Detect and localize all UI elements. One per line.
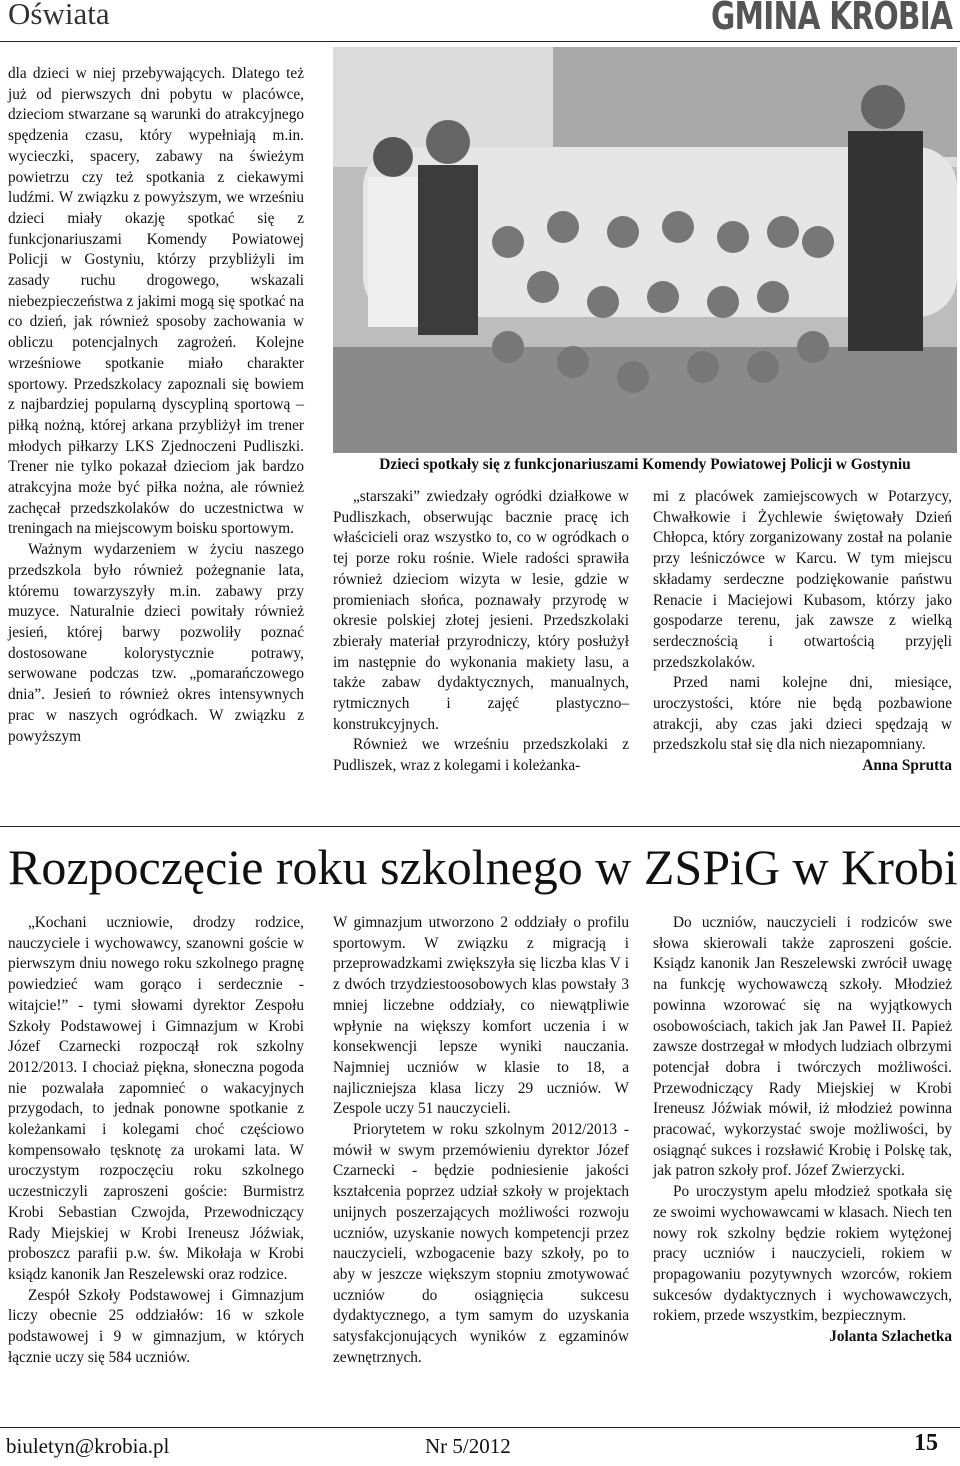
article2-column-3: [653, 913, 952, 1348]
author-signature: Jolanta Szlachetka: [829, 1328, 952, 1346]
article2-headline: Rozpoczęcie roku szkolnego w ZSPiG w Krobi: [8, 839, 958, 895]
footer-issue: Nr 5/2012: [425, 1434, 511, 1458]
article2-column-2: [333, 913, 629, 1368]
section-title: Oświata: [8, 0, 110, 31]
footer-email: biuletyn@krobia.pl: [6, 1434, 170, 1458]
paragraph: Ważnym wydarzeniem w życiu naszego przedszkola było również pożegnanie lata, któremu towarzyszyły m.in. zabawy przy muzyce. Naturalnie dzieci powitały również jesień, której barwy pozwoliły poznać dostosowane kolorystycznie potrawy, serwowane podczas tzw. „pomarańczowego dnia”. Jesień to również okres intensywnych prac w naszych ogródkach. W związku z powyższym: [8, 541, 304, 745]
paragraph: Priorytetem w roku szkolnym 2012/2013 - mówił w swym przemówieniu dyrektor Józef Czarnecki - będzie podniesienie jakości kształcenia poprzez udział szkoły w projektach unijnych poszerzających możliwości rozwoju uczniów, uzyskanie nowych kompetencji przez nauczycieli, wzbogacenie bazy szkoły, po to aby w jeszcze większym stopniu zmotywować uczniów do osiągnięcia sukcesu dydaktycznego, a tym samym do uzyskania satysfakcjonujących wyników z egzaminów zewnętrznych.: [333, 1121, 629, 1366]
paragraph: W gimnazjum utworzono 2 oddziały o profilu sportowym. W związku z migracją i przeprowadzkami zwiększyła się liczba klas V i z dwóch trzydziestoosobowych klas powstały 3 mniej liczebne oddziały, co niewątpliwie wpłynie na większy komfort uczenia i w konsekwencji lepsze wyniki nauczania. Najmniej uczniów w klasie to 18, a najliczniejsza klasa liczy 29 uczniów. W Zespole uczy 51 nauczycieli.: [333, 914, 629, 1118]
paragraph: Również we wrześniu przedszkolaki z Pudliszek, wraz z kolegami i koleżanka-: [333, 736, 629, 775]
article1-column-2: [333, 487, 629, 777]
paragraph: dla dzieci w niej przebywających. Dlatego też już od pierwszych dni pobytu w placówce, dzieciom stwarzane są warunki do atrakcyjnego spędzenia czasu, który wypełniają m.in. wycieczki, spacery, zabawy na świeżym powietrzu czy też spotkania z ciekawymi ludźmi. W związku z powyższym, we wrześniu dzieci miały okazję spotkać się z funkcjonariuszami Komendy Powiatowej Policji w Gostyniu, którzy przybliżyli im zasady ruchu drogowego, wskazali niebezpieczeństwa z jakimi mogą się spotkać na co dzień, jak również sposoby zachowania w obliczu potencjalnych zagrożeń. Kolejne wrześniowe spotkanie miało charakter sportowy. Przedszkolacy zapoznali się bowiem z najbardziej popularną dyscypliną sportową – piłką nożną, której arkana przybliżył im trener młodych piłkarzy LKS Zjednoczeni Pudliszki. Trener nie tylko pokazał dzieciom jak bardzo atrakcyjna może być piłka nożna, ale również zachęcał przedszkolaków do uczestnictwa w treningach na miejscowym boisku sportowym.: [8, 65, 304, 538]
paragraph: Zespół Szkoły Podstawowej i Gimnazjum liczy obecnie 25 oddziałów: 16 w szkole podstawowej i 9 w gimnazjum, w których łącznie uczy się 584 uczniów.: [8, 1286, 304, 1366]
paragraph: „Kochani uczniowie, drodzy rodzice, nauczyciele i wychowawcy, szanowni goście w pierwszym dniu nowego roku szkolnego pragnę powiedzieć wam gorąco i serdecznie - witajcie!” - tymi słowami dyrektor Zespołu Szkoły Podstawowej i Gimnazjum w Krobi Józef Czarnecki rozpoczął rok szkolny 2012/2013. I chociaż piękna, słoneczna pogoda nie pozwalała zapomnieć o wakacyjnych przygodach, to jednak ponowne spotkanie z koleżankami i kolegami choć częściowo kompensowało tęsknotę za urokami lata. W uroczystym rozpoczęciu roku szkolnego uczestniczyli zaproszeni goście: Burmistrz Krobi Sebastian Czwojda, Przewodniczący Rady Miejskiej w Krobi Ireneusz Jóźwiak, proboszcz parafii p.w. św. Mikołaja w Krobi ksiądz kanonik Jan Reszelewski oraz rodzice.: [8, 914, 304, 1283]
photo-caption: Dzieci spotkały się z funkcjonariuszami Komendy Powiatowej Policji w Gostyniu: [379, 456, 911, 473]
page-number: 15: [914, 1430, 938, 1456]
paragraph: Do uczniów, nauczycieli i rodziców swe słowa skierowali także zaproszeni goście. Ksiądz kanonik Jan Reszelewski zwrócił uwagę na funkcję wychowawczą szkoły. Młodzież powinna wzorować się na wyjątkowych osobowościach, takich jak Jan Paweł II. Papież zawsze dostrzegał w młodych ludziach olbrzymi potencjał dobra i twórczych możliwości. Przewodniczący Rady Miejskiej w Krobi Ireneusz Jóźwiak mówił, iż młodzież powinna pracować, wykorzystać swoje możliwości, by osiągnąć sukces i rozsławić Krobię i Polskę tak, jak patron szkoły prof. Józef Zwierzycki.: [653, 914, 952, 1180]
footer-rule: [0, 1427, 960, 1428]
paragraph: Przed nami kolejne dni, miesiące, uroczystości, które nie będą pozbawione atrakcji, aby czas jaki dzieci spędzają w przedszkolu stał się dla nich niezapomniany.: [653, 674, 952, 754]
author-signature: Anna Sprutta: [862, 757, 952, 775]
article1-column-1: [8, 64, 304, 747]
article2-column-1: [8, 913, 304, 1368]
article-divider: [0, 826, 960, 827]
paragraph: „starszaki” zwiedzały ogródki działkowe w Pudliszkach, obserwując bacznie pracę ich właścicieli oraz wszystko to, co w ogródkach o tej porze roku rośnie. Wiele radości sprawiła również dzieciom wizyta w lesie, gdzie w promieniach słońca, poznawały przyrodę w okresie polskiej złotej jesieni. Przedszkolaki zbierały materiał przyrodniczy, który posłużył im następnie do wykonania makiety lasu, a także zabaw dydaktycznych, manualnych, rytmicznych i zajęć plastyczno–konstrukcyjnych.: [333, 488, 629, 733]
photo-placeholder-graphic: [333, 47, 957, 453]
article1-column-3: [653, 487, 952, 777]
paragraph: mi z placówek zamiejscowych w Potarzycy, Chwałkowie i Żychlewie świętowały Dzień Chłopca, który zorganizowany został na polanie przy leśniczówce w Karcu. W tym miejscu składamy serdeczne podziękowanie państwu Renacie i Maciejowi Kubasom, którzy jako gospodarze terenu, jak zawsze z wielką serdecznością i otwartością przyjęli przedszkolaków.: [653, 488, 952, 671]
header-rule: [0, 41, 960, 42]
paragraph: Po uroczystym apelu młodzież spotkała się ze swoimi wychowawcami w klasach. Niech ten nowy rok szkolny będzie rokiem wytężonej pracy uczniów i nauczycieli, rokiem w propagowaniu pozytywnych wzorców, rokiem sukcesów dydaktycznych i wychowawczych, rokiem, przede wszystkim, bezpiecznym.: [653, 1183, 952, 1325]
article-photo: [333, 47, 957, 453]
brand-logo: GMINA KROBIA: [710, 0, 952, 38]
